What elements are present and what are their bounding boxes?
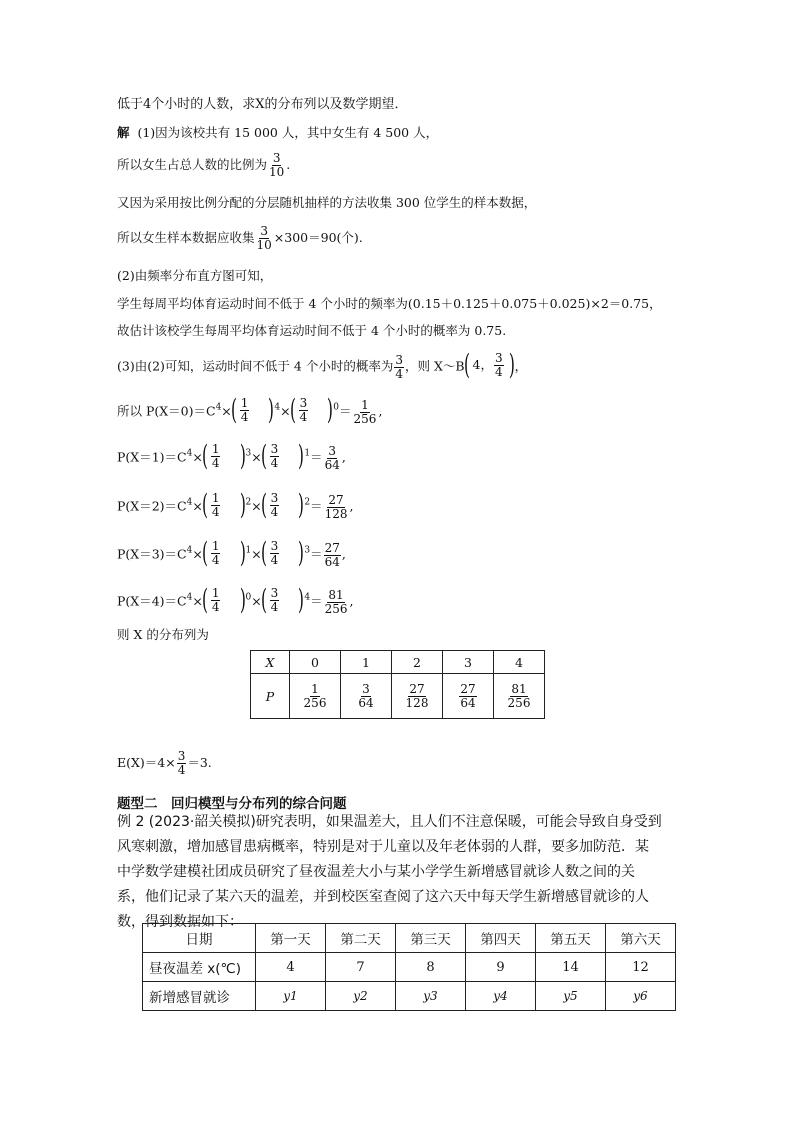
solution-part1: 解 (1)因为该校共有 15 000 人，其中女生有 4 500 人，: [117, 125, 439, 140]
dist-x-cell: 3: [443, 651, 494, 674]
data-header: 第五天: [536, 924, 606, 953]
data-cell: 9: [466, 953, 536, 982]
dist-p-cell: $\frac{1}{256}$: [290, 674, 341, 719]
data-header: 第二天: [326, 924, 396, 953]
solution-label: 解: [117, 125, 130, 140]
data-cell: 14: [536, 953, 606, 982]
fraction-3-10-b: $\frac{3}{10}$: [256, 224, 272, 252]
fraction-3-10: $\frac{3}{10}$: [269, 151, 285, 179]
data-row-label: 昼夜温差 x(℃): [143, 953, 256, 982]
data-cell: y4: [466, 982, 536, 1011]
solution-probability-line: 故估计该校学生每周平均体育运动时间不低于 4 个小时的概率为 0.75.: [117, 323, 507, 338]
solution-ratio-line: 所以女生占总人数的比例为 $\frac{3}{10}$ .: [117, 151, 291, 179]
expectation-line: E(X)＝4× $\frac{3}{4}$ ＝3.: [117, 749, 212, 777]
dist-x-cell: 2: [392, 651, 443, 674]
data-header: 第四天: [466, 924, 536, 953]
data-row-label: 新增感冒就诊: [143, 982, 256, 1011]
intro-line: 低于4个小时的人数，求X的分布列以及数学期望．: [117, 97, 408, 112]
prob-x0-line: 所以 $P(X=0)=C^4\times$ ( $\frac{1}{4}$ ) $^4$× ( $\frac{3}{4}$ ) $^0$＝ $\frac{1}{256}$ ,: [117, 397, 382, 427]
data-header: 第一天: [256, 924, 326, 953]
dist-x-header: X: [251, 651, 290, 674]
distribution-table: [250, 650, 545, 719]
data-cell: 4: [256, 953, 326, 982]
data-cell: y5: [536, 982, 606, 1011]
section-heading: 题型二 回归模型与分布列的综合问题: [117, 796, 347, 812]
dist-x-cell: 1: [341, 651, 392, 674]
solution-part2: (2)由频率分布直方图可知，: [117, 268, 273, 283]
dist-p-cell: $\frac{81}{256}$: [494, 674, 545, 719]
data-cell: 8: [396, 953, 466, 982]
solution-female-sample-line: 所以女生样本数据应收集 $\frac{3}{10}$ ×300＝90(个).: [117, 224, 363, 252]
data-cell: 12: [606, 953, 676, 982]
binomial-params: ( 4， $\frac{3}{4}$ ): [465, 352, 515, 382]
prob-line: $P(X=2)=C^4\times$ ( $\frac{1}{4}$ ) $^2$× ( $\frac{3}{4}$ ) $^2$＝ $\frac{27}{128}$ ,: [117, 492, 353, 522]
dist-x-cell: 4: [494, 651, 545, 674]
prob-line: $P(X=1)=C^4\times$ ( $\frac{1}{4}$ ) $^3$× ( $\frac{3}{4}$ ) $^1$＝ $\frac{3}{64}$ ,: [117, 443, 346, 473]
dist-p-cell: $\frac{27}{64}$: [443, 674, 494, 719]
solution-sampling-line: 又因为采用按比例分配的分层随机抽样的方法收集 300 位学生的样本数据，: [117, 195, 537, 210]
prob-line: $P(X=4)=C^4\times$ ( $\frac{1}{4}$ ) $^0$× ( $\frac{3}{4}$ ) $^4$＝ $\frac{81}{256}$ ,: [117, 587, 353, 617]
data-header: 日期: [143, 924, 256, 953]
dist-x-cell: 0: [290, 651, 341, 674]
dist-p-cell: $\frac{27}{128}$: [392, 674, 443, 719]
fraction-3-4: $\frac{3}{4}$: [395, 352, 403, 381]
data-cell: y1: [256, 982, 326, 1011]
data-cell: 7: [326, 953, 396, 982]
dist-p-cell: $\frac{3}{64}$: [341, 674, 392, 719]
data-header: 第六天: [606, 924, 676, 953]
solution-part3: (3)由(2)可知，运动时间不低于 4 个小时的概率为 $\frac{3}{4}$ ，则 X～B( 4， $\frac{3}{4}$ ) ，: [117, 352, 527, 382]
distribution-intro: 则 X 的分布列为: [117, 627, 209, 642]
data-cell: y2: [326, 982, 396, 1011]
dist-p-header: P: [251, 674, 290, 719]
example-paragraph: 例 2 (2023·韶关模拟)研究表明，如果温差大，且人们不注意保暖，可能会导致自身受到风寒刺激，增加感冒患病概率，特别是对于儿童以及年老体弱的人群，要多加防范．某中学数学建模社团成员研究了昼夜温差大小与某小学学生新增感冒就诊人数之间的关系，他们记录了某六天的温差，并到校医室查阅了这六天中每天学生新增感冒就诊的人数，得到数据如下：: [117, 814, 662, 930]
solution-frequency-line: 学生每周平均体育运动时间不低于 4 个小时的频率为(0.15＋0.125＋0.075＋0.025)×2＝0.75，: [117, 296, 662, 311]
prob-line: $P(X=3)=C^4\times$ ( $\frac{1}{4}$ ) $^1$× ( $\frac{3}{4}$ ) $^3$＝ $\frac{27}{64}$ ,: [117, 540, 346, 570]
data-table: [142, 923, 676, 1011]
data-cell: y3: [396, 982, 466, 1011]
data-cell: y6: [606, 982, 676, 1011]
data-header: 第三天: [396, 924, 466, 953]
